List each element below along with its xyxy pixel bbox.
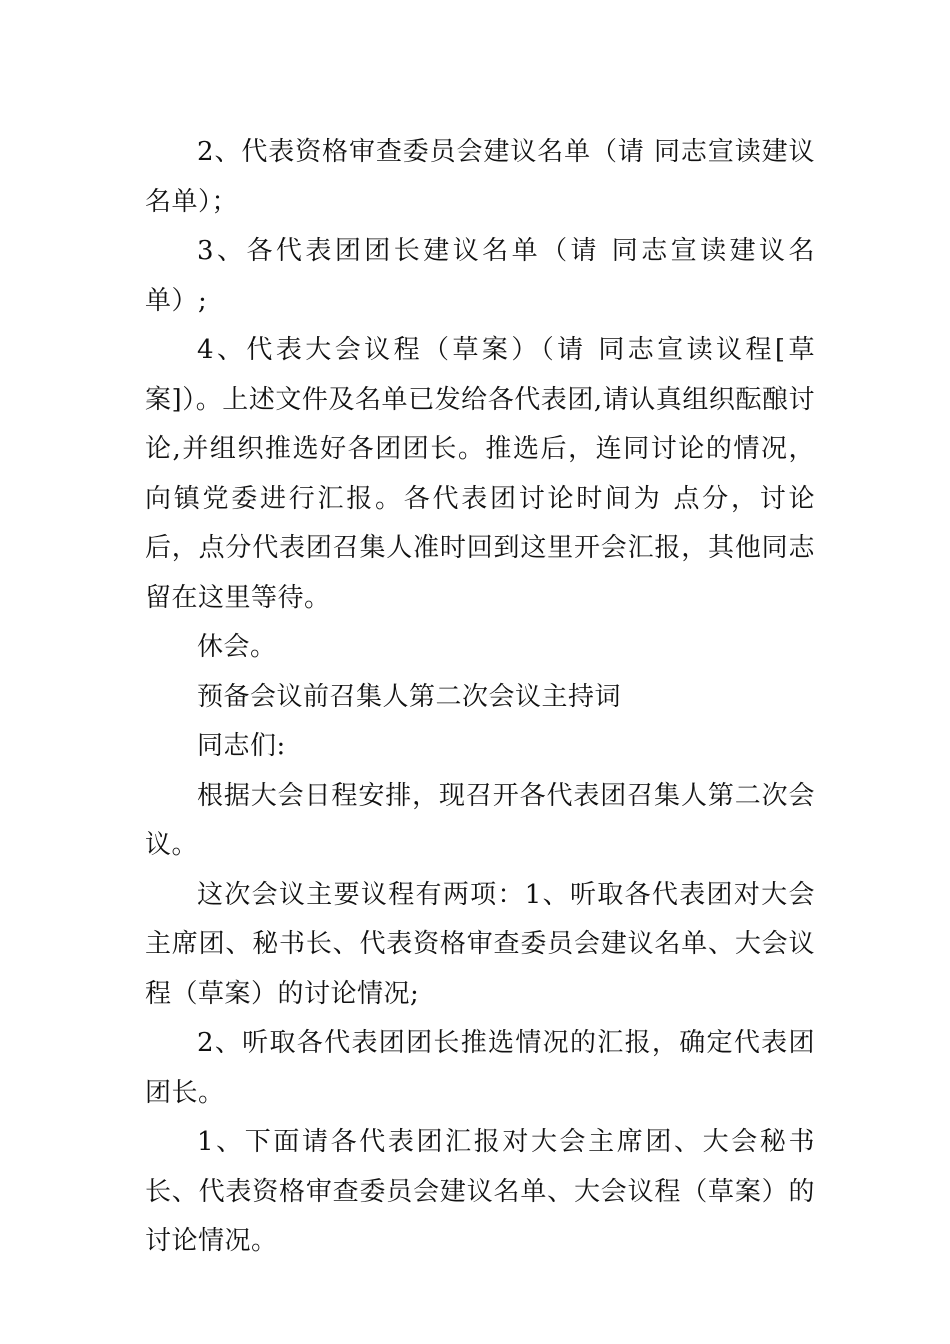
- paragraph-recess: 休会。: [197, 632, 277, 662]
- paragraph-opening: 根据大会日程安排，现召开各代表团召集人第二次会议。: [145, 780, 815, 860]
- paragraph-presidium-credentials-list: 2、代表资格审查委员会建议名单（请 同志宣读建议名单）；: [145, 137, 815, 217]
- paragraph-agenda-items: 这次会议主要议程有两项：1、听取各代表团对大会主席团、秘书长、代表资格审查委员会建议名单、大会议程（草案）的讨论情况;: [145, 879, 815, 1009]
- paragraph-agenda-item-2: 2、听取各代表团团长推选情况的汇报，确定代表团团长。: [145, 1028, 815, 1108]
- paragraph-agenda-draft: 4、代表大会议程（草案）（请 同志宣读议程[草案]）。上述文件及名单已发给各代表团,请认真组织酝酿讨论,并组织推选好各团团长。推选后，连同讨论的情况，向镇党委进行汇报。各代表团讨论时间为 点分，讨论后，点分代表团召集人准时回到这里开会汇报，其他同志留在这里等待。: [145, 335, 815, 613]
- paragraph-report-request: 1、下面请各代表团汇报对大会主席团、大会秘书长、代表资格审查委员会建议名单、大会议程（草案）的讨论情况。: [145, 1127, 815, 1256]
- document-page: [145, 128, 815, 1267]
- section-heading: 预备会议前召集人第二次会议主持词: [197, 681, 622, 712]
- paragraph-salutation: 同志们:: [197, 731, 286, 761]
- paragraph-delegation-leaders-list: 3、各代表团团长建议名单（请 同志宣读建议名单）;: [145, 236, 815, 316]
